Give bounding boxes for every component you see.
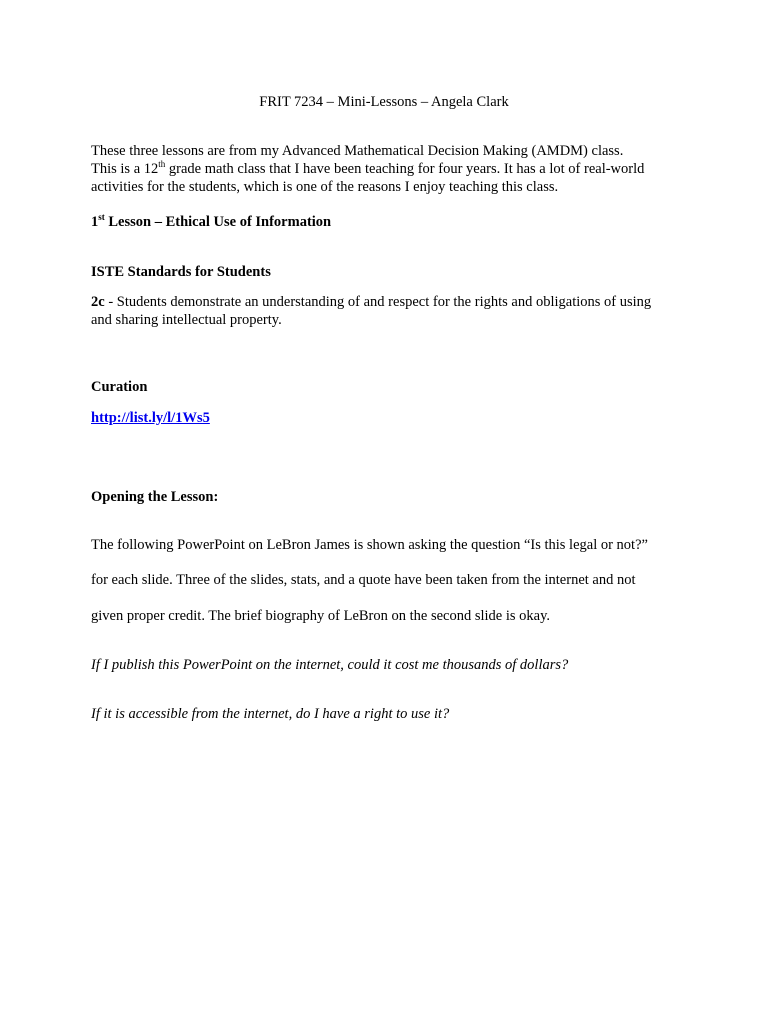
standard-line-2: and sharing intellectual property. [91, 312, 282, 328]
lesson-ordinal-suffix: st [98, 212, 105, 223]
curation-heading: Curation [91, 379, 148, 395]
lesson-heading [91, 213, 691, 231]
intro-line-2-start: This is a 12 [91, 161, 159, 177]
intro-line-2 [91, 160, 691, 178]
lesson-number: 1 [91, 214, 99, 230]
intro-ordinal-suffix: th [158, 159, 166, 170]
lesson-title: Lesson – Ethical Use of Information [104, 214, 332, 230]
opening-line-1: The following PowerPoint on LeBron James is shown asking the question “Is this legal or not?” [91, 537, 648, 553]
opening-line-3: given proper credit. The brief biography of LeBron on the second slide is okay. [91, 608, 551, 624]
intro-line-1: These three lessons are from my Advanced Mathematical Decision Making (AMDM) class. [91, 143, 624, 159]
page-title: FRIT 7234 – Mini-Lessons – Angela Clark [259, 94, 509, 110]
question-1: If I publish this PowerPoint on the internet, could it cost me thousands of dollars? [91, 657, 569, 673]
curation-link-line [91, 409, 691, 427]
standard-line-1 [91, 293, 691, 311]
intro-paragraph [91, 142, 691, 196]
standard-text: - Students demonstrate an understanding of and respect for the rights and obligations of using [104, 294, 652, 310]
standards-heading: ISTE Standards for Students [91, 264, 271, 280]
intro-line-2-end: grade math class that I have been teaching for four years. It has a lot of real-world [165, 161, 645, 177]
standard-code: 2c [91, 294, 105, 310]
curation-link[interactable]: http://list.ly/l/1Ws5 [91, 410, 210, 426]
opening-heading: Opening the Lesson: [91, 489, 219, 505]
opening-line-2: for each slide. Three of the slides, stats, and a quote have been taken from the internet and not [91, 572, 636, 588]
question-2: If it is accessible from the internet, do I have a right to use it? [91, 706, 450, 722]
intro-line-3: activities for the students, which is one of the reasons I enjoy teaching this class. [91, 179, 559, 195]
standard-paragraph [91, 293, 691, 329]
